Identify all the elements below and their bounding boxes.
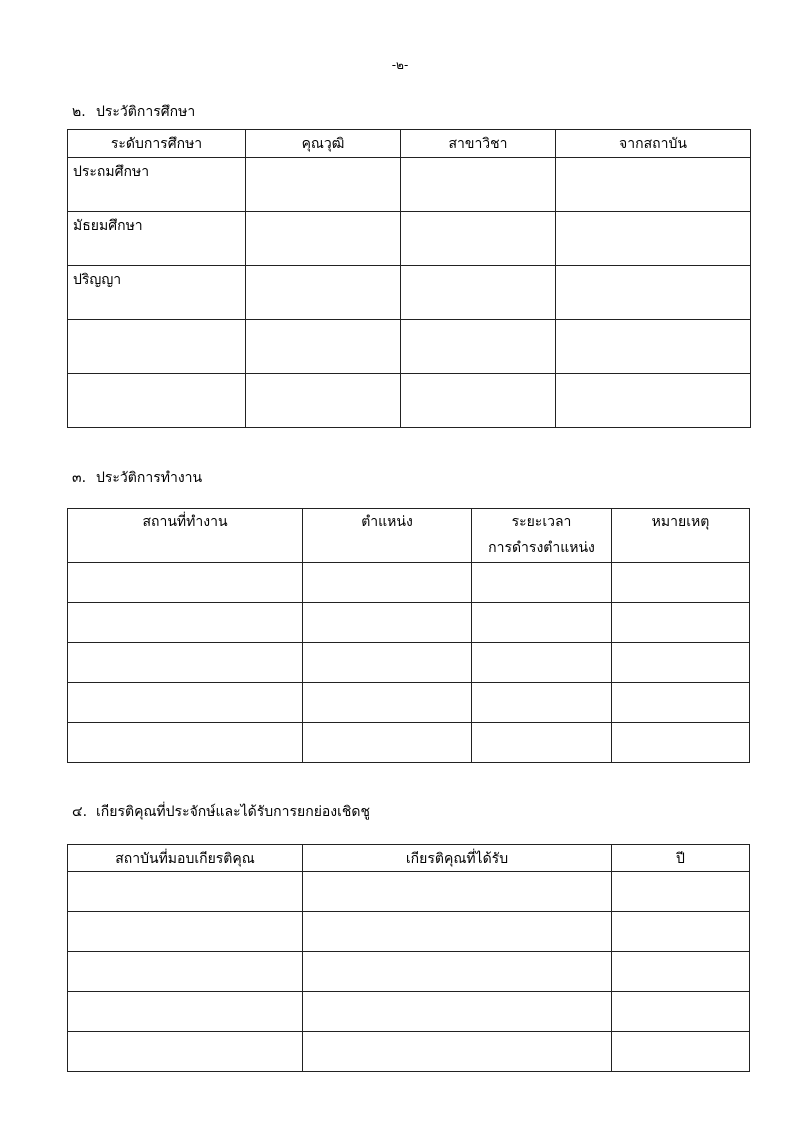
section-honors-title xyxy=(72,801,370,823)
section-work-title xyxy=(72,467,202,489)
honor-received-cell[interactable] xyxy=(303,872,612,912)
table-header-row xyxy=(68,509,750,563)
field-cell[interactable] xyxy=(401,374,556,428)
table-row xyxy=(68,266,751,320)
duration-cell[interactable] xyxy=(472,683,612,723)
remarks-cell[interactable] xyxy=(612,603,750,643)
table-row xyxy=(68,212,751,266)
year-cell[interactable] xyxy=(612,952,750,992)
position-cell[interactable] xyxy=(303,723,472,763)
section-title-text: ประวัติการทำงาน xyxy=(96,470,203,486)
workplace-cell[interactable] xyxy=(68,723,303,763)
awarding-institution-cell[interactable] xyxy=(68,1032,303,1072)
workplace-cell[interactable] xyxy=(68,563,303,603)
honors-table xyxy=(67,844,750,1072)
column-header: สถานที่ทำงาน xyxy=(68,509,303,563)
column-header: คุณวุฒิ xyxy=(246,130,401,158)
column-header xyxy=(472,509,612,563)
table-row xyxy=(68,603,750,643)
position-cell[interactable] xyxy=(303,683,472,723)
table-row xyxy=(68,992,750,1032)
table-row xyxy=(68,1032,750,1072)
table-row xyxy=(68,158,751,212)
position-cell[interactable] xyxy=(303,643,472,683)
column-header: สถาบันที่มอบเกียรติคุณ xyxy=(68,845,303,872)
column-header: ตำแหน่ง xyxy=(303,509,472,563)
awarding-institution-cell[interactable] xyxy=(68,912,303,952)
section-title-text: ประวัติการศึกษา xyxy=(96,104,196,120)
section-education-title xyxy=(72,101,195,123)
position-cell[interactable] xyxy=(303,563,472,603)
workplace-cell[interactable] xyxy=(68,683,303,723)
remarks-cell[interactable] xyxy=(612,723,750,763)
page-number: -๒- xyxy=(391,58,409,72)
institution-cell[interactable] xyxy=(556,320,751,374)
qualification-cell[interactable] xyxy=(246,320,401,374)
education-level-cell[interactable]: มัธยมศึกษา xyxy=(68,212,246,266)
awarding-institution-cell[interactable] xyxy=(68,992,303,1032)
remarks-cell[interactable] xyxy=(612,563,750,603)
duration-cell[interactable] xyxy=(472,603,612,643)
qualification-cell[interactable] xyxy=(246,374,401,428)
qualification-cell[interactable] xyxy=(246,158,401,212)
duration-cell[interactable] xyxy=(472,723,612,763)
duration-cell[interactable] xyxy=(472,563,612,603)
table-header-row xyxy=(68,130,751,158)
education-level-cell[interactable]: ประถมศึกษา xyxy=(68,158,246,212)
field-cell[interactable] xyxy=(401,266,556,320)
column-header: หมายเหตุ xyxy=(612,509,750,563)
column-header: ระดับการศึกษา xyxy=(68,130,246,158)
table-row xyxy=(68,912,750,952)
field-cell[interactable] xyxy=(401,212,556,266)
field-cell[interactable] xyxy=(401,158,556,212)
education-level-cell[interactable]: ปริญญา xyxy=(68,266,246,320)
awarding-institution-cell[interactable] xyxy=(68,952,303,992)
honor-received-cell[interactable] xyxy=(303,952,612,992)
section-number: ๓. xyxy=(72,470,87,486)
column-header: เกียรติคุณที่ได้รับ xyxy=(303,845,612,872)
column-header-line: ระยะเวลา xyxy=(511,514,572,530)
column-header: จากสถาบัน xyxy=(556,130,751,158)
column-header: ปี xyxy=(612,845,750,872)
table-row xyxy=(68,643,750,683)
institution-cell[interactable] xyxy=(556,212,751,266)
institution-cell[interactable] xyxy=(556,266,751,320)
section-number: ๒. xyxy=(72,104,86,120)
qualification-cell[interactable] xyxy=(246,266,401,320)
table-header-row xyxy=(68,845,750,872)
education-level-cell[interactable] xyxy=(68,320,246,374)
section-title-text: เกียรติคุณที่ประจักษ์และได้รับการยกย่องเชิดชู xyxy=(96,804,371,820)
year-cell[interactable] xyxy=(612,1032,750,1072)
remarks-cell[interactable] xyxy=(612,683,750,723)
field-cell[interactable] xyxy=(401,320,556,374)
column-header-line: การดำรงตำแหน่ง xyxy=(488,540,595,556)
awarding-institution-cell[interactable] xyxy=(68,872,303,912)
position-cell[interactable] xyxy=(303,603,472,643)
workplace-cell[interactable] xyxy=(68,603,303,643)
section-number: ๔. xyxy=(72,804,88,820)
table-row xyxy=(68,952,750,992)
honor-received-cell[interactable] xyxy=(303,912,612,952)
work-history-table xyxy=(67,508,750,763)
table-row xyxy=(68,723,750,763)
table-row xyxy=(68,563,750,603)
table-row xyxy=(68,683,750,723)
column-header: สาขาวิชา xyxy=(401,130,556,158)
institution-cell[interactable] xyxy=(556,374,751,428)
year-cell[interactable] xyxy=(612,912,750,952)
remarks-cell[interactable] xyxy=(612,643,750,683)
table-row xyxy=(68,872,750,912)
education-table xyxy=(67,129,751,428)
honor-received-cell[interactable] xyxy=(303,1032,612,1072)
table-row xyxy=(68,374,751,428)
qualification-cell[interactable] xyxy=(246,212,401,266)
table-row xyxy=(68,320,751,374)
year-cell[interactable] xyxy=(612,992,750,1032)
year-cell[interactable] xyxy=(612,872,750,912)
honor-received-cell[interactable] xyxy=(303,992,612,1032)
education-level-cell[interactable] xyxy=(68,374,246,428)
workplace-cell[interactable] xyxy=(68,643,303,683)
institution-cell[interactable] xyxy=(556,158,751,212)
duration-cell[interactable] xyxy=(472,643,612,683)
